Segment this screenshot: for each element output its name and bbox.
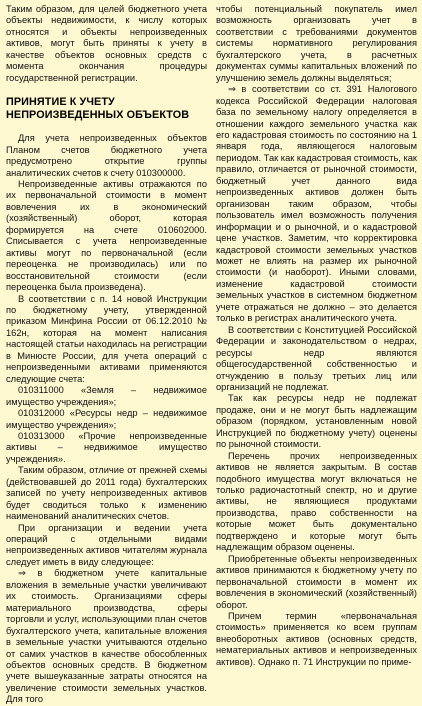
account-item: 010311000 «Земля – недвижимое имущество учреждения»; (6, 385, 207, 407)
paragraph: Таким образом, отличие от прежней схемы (действовавшей до 2011 года) бухгалтерских записей по учету непроизведенных активов будет сводиться только к изменению наименований аналитических счетов. (6, 465, 207, 522)
paragraph: Для учета непроизведенных объектов Планом счетов бюджетного учета предусмотрено открытие группы аналитических счетов к счету 010300000. (6, 133, 207, 178)
bullet-paragraph: ⇒ в бюджетном учете капитальные вложения в земельные участки увеличивают их стоимость. Организациями сферы материального производства, сферы торговли и услуг, использующими план счетов бухгалтерского учета, капитальные вложения в земельные участки учитываются отдельно от самих участков в качестве обособленных объектов основных средств. В бюджетном учете вышеуказанные затраты относятся на увеличение стоимости земельных участков. Для того (6, 568, 207, 705)
account-item: 010312000 «Ресурсы недр – недвижимое имущество учреждения»; (6, 408, 207, 430)
bullet-paragraph: ⇒ в соответствии со ст. 391 Налогового кодекса Российской Федерации налоговая база по земельному налогу определяется в отношении каждого земельного участка как его кадастровая стоимость по состоянию на 1 января года, являющегося налоговым периодом. Так как кадастровая стоимость, как правило, отличается от рыночной стоимости, бюджетный учет данного вида непроизведенных активов должен быть организован таким образом, чтобы пользователь имел возможность получения информации и о рыночной, и о кадастровой цене участков. Заметим, что корректировка кадастровой стоимости земельных участков может не влиять на размер их рыночной стоимости (и наоборот). Иными словами, изменение кадастровой стоимости земельных участков в системном бюджетном учете отражаться не должно – это делается только в регистрах аналитического учета. (216, 84, 417, 324)
paragraph: Приобретенные объекты непроизведенных активов принимаются к бюджетному учету по первоначальной стоимости в момент их вовлечения в экономический (хозяйственный) оборот. (216, 553, 417, 610)
paragraph: При организации и ведении учета операций с отдельными видами непроизведенных активов читателям журнала следует иметь в виду следующее: (6, 522, 207, 567)
left-column (6, 4, 207, 705)
section-heading (6, 96, 207, 121)
right-column (216, 4, 417, 667)
section-heading-line-1: ПРИНЯТИЕ К УЧЕТУ (6, 96, 115, 109)
paragraph: Причем термин «первоначальная стоимость» применяется ко всем группам внеоборотных активов (основных средств, нематериальных активов и непроизведенных активов). Однако п. 71 Инструкции по приме- (216, 611, 417, 667)
intro-paragraph: Таким образом, для целей бюджетного учета объекты недвижимости, к числу которых относятся и объекты непроизведенных активов, могут быть приняты к учету в качестве объектов основных средств с момента окончания процедуры государственной регистрации. (6, 4, 207, 83)
paragraph: Так как ресурсы недр не подлежат продаже, они и не могут быть надлежащим образом (порядком, установленным новой Инструкцией по бюджетному учету) оценены по рыночной стоимости. (216, 393, 417, 450)
paragraph: В соответствии с Конституцией Российской Федерации и законодательством о недрах, ресурсы недр являются общегосударственной собственностью и отчуждению в пользу третьих лиц или организаций не подлежат. (216, 324, 417, 392)
paragraph: Перечень прочих непроизведенных активов не является закрытым. В состав подобного имущества могут включаться не только радиочастотный спектр, но и другие активы, не являющиеся продуктами производства, право собственности на которые может быть документально подтверждено и которые могут быть надлежащим образом оценены. (216, 450, 417, 553)
paragraph: В соответствии с п. 14 новой Инструкции по бюджетному учету, утвержденной приказом Минфина России от 06.12.2010 № 162н, которая на момент написания настоящей статьи находилась на регистрации в Минюсте России, для учета операций с непроизведенными активами применяются следующие счета: (6, 293, 207, 384)
paragraph: чтобы потенциальный покупатель имел возможность организовать учет в соответствии с требованиями документов системы нормативного регулирования бухгалтерского учета, в расчетных документах суммы капитальных вложений по улучшению земель должны выделяться; (216, 4, 417, 83)
account-item: 010313000 «Прочие непроизведенные активы – недвижимое имущество учреждения». (6, 430, 207, 464)
paragraph: Непроизведенные активы отражаются по их первоначальной стоимости в момент вовлечения их в экономический (хозяйственный) оборот, которая формируется на счете 010602000. Списывается с учета непроизведенные активы могут по первоначальной (если переоценка не производилась) или по восстановительной стоимости (если переоценка была произведена). (6, 178, 207, 293)
section-heading-line-2: НЕПРОИЗВЕДЕННЫХ ОБЪЕКТОВ (6, 108, 190, 121)
